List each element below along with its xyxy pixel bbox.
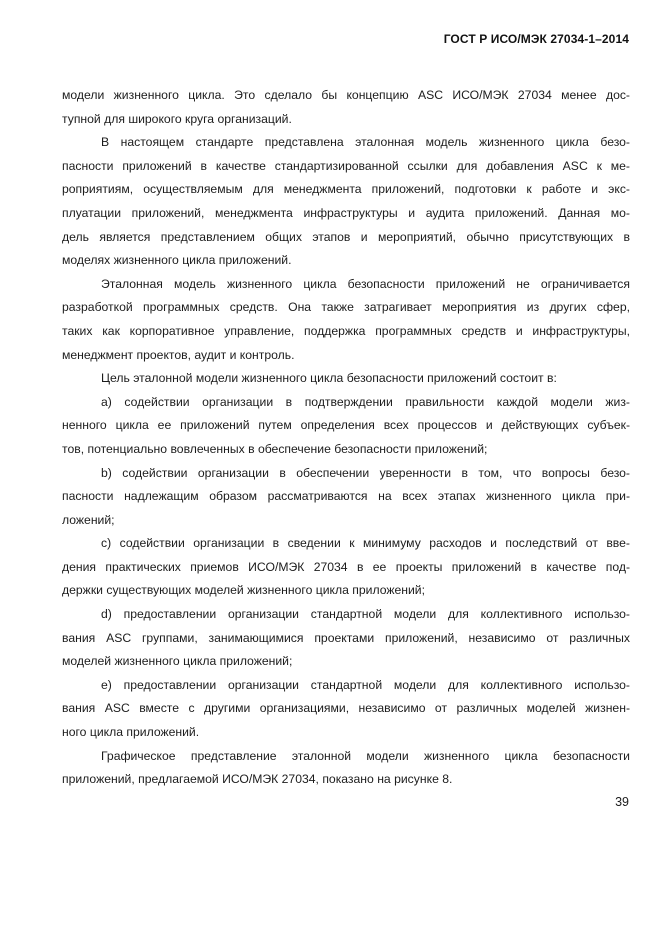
- text-line: модели жизненного цикла. Это сделало бы концепцию ASC ИСО/МЭК 27034 менее дос-: [62, 88, 630, 102]
- text-line: Цель эталонной модели жизненного цикла безопасности приложений состоит в:: [101, 371, 557, 386]
- text-line: моделей жизненного цикла приложений;: [62, 654, 293, 669]
- text-line: вания ASC группами, занимающимися проектами приложений, независимо от различных: [62, 630, 630, 645]
- text-line: тов, потенциально вовлеченных в обеспечение безопасности приложений;: [62, 441, 488, 456]
- paragraph: [62, 273, 630, 367]
- list-item-d: [62, 603, 630, 674]
- body-text: [62, 84, 630, 792]
- paragraph: [62, 367, 630, 391]
- page-number: 39: [615, 795, 629, 809]
- text-line: Эталонная модель жизненного цикла безопасности приложений не ограничивается: [101, 276, 630, 291]
- text-line: менеджмент проектов, аудит и контроль.: [62, 347, 295, 362]
- text-line: e) предоставлении организации стандартной модели для коллективного использо-: [101, 677, 630, 692]
- text-line: ного цикла приложений.: [62, 725, 200, 740]
- text-line: приложений, предлагаемой ИСО/МЭК 27034, показано на рисунке 8.: [62, 772, 453, 787]
- text-line: дения практических приемов ИСО/МЭК 27034 в ее проекты приложений в качестве под-: [62, 559, 630, 574]
- text-line: плуатации приложений, менеджмента инфраструктуры и аудита приложений. Данная мо-: [62, 205, 630, 220]
- list-item-e: [62, 674, 630, 745]
- text-line: пасности приложений в качестве стандартизированной ссылки для добавления ASC к ме-: [62, 158, 630, 173]
- text-line: ненного цикла ее приложений путем определения всех процессов и действующих субъек-: [62, 418, 630, 433]
- text-line: таких как корпоративное управление, поддержка программных средств и инфраструктуры,: [62, 323, 630, 338]
- paragraph: [62, 131, 630, 273]
- text-line: тупной для широкого круга организаций.: [62, 111, 292, 126]
- page-header-standard-id: ГОСТ Р ИСО/МЭК 27034-1–2014: [443, 32, 629, 46]
- text-line: моделях жизненного цикла приложений.: [62, 253, 292, 268]
- list-item-c: [62, 532, 630, 603]
- text-line: вания ASC вместе с другими организациями, независимо от различных моделей жизнен-: [62, 701, 630, 716]
- text-line: держки существующих моделей жизненного цикла приложений;: [62, 583, 425, 598]
- text-line: дель является представлением общих этапов и мероприятий, обычно присутствующих в: [62, 229, 630, 244]
- text-line: В настоящем стандарте представлена эталонная модель жизненного цикла безо-: [101, 135, 630, 150]
- paragraph: [62, 84, 630, 131]
- paragraph: [62, 745, 630, 792]
- text-line: c) содействии организации в сведении к минимуму расходов и последствий от вве-: [101, 536, 630, 551]
- text-line: Графическое представление эталонной модели жизненного цикла безопасности: [101, 748, 630, 763]
- text-line: роприятиям, осуществляемым для менеджмента приложений, подготовки к работе и экс-: [62, 182, 630, 197]
- text-line: разработкой программных средств. Она также затрагивает мероприятия из других сфер,: [62, 300, 630, 315]
- list-item-b: [62, 462, 630, 533]
- text-line: пасности надлежащим образом рассматриваются на всех этапах жизненного цикла при-: [62, 489, 630, 504]
- text-line: d) предоставлении организации стандартной модели для коллективного использо-: [101, 607, 630, 622]
- text-line: b) содействии организации в обеспечении уверенности в том, что вопросы безо-: [101, 465, 630, 480]
- list-item-a: [62, 391, 630, 462]
- text-line: ложений;: [62, 512, 115, 527]
- text-line: a) содействии организации в подтверждении правильности каждой модели жиз-: [101, 394, 630, 409]
